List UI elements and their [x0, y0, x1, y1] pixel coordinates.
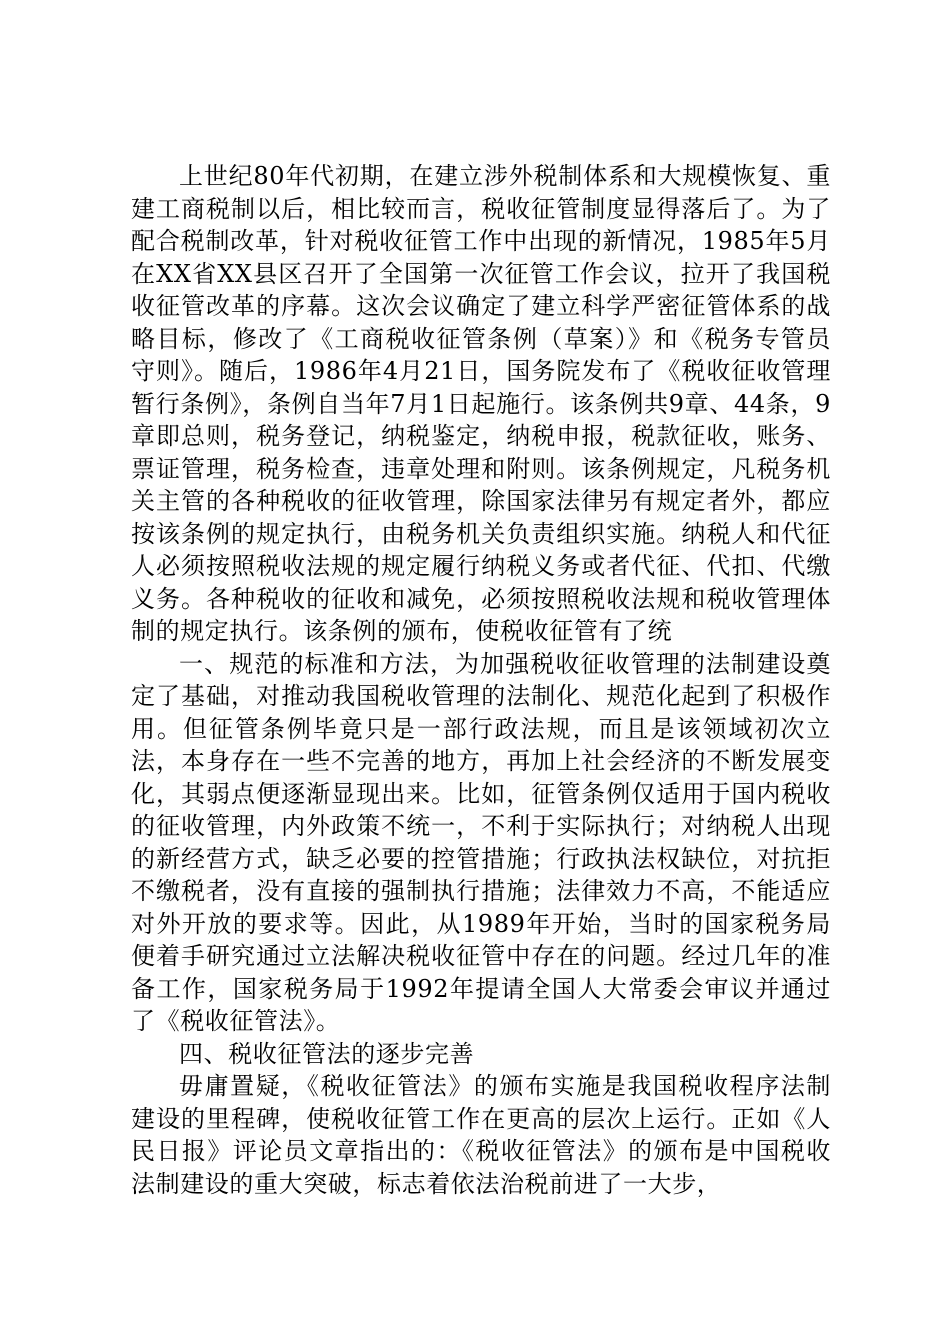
paragraph-2: 一、规范的标准和方法，为加强税收征收管理的法制建设奠定了基础，对推动我国税收管理的法制化、规范化起到了积极作用。但征管条例毕竟只是一部行政法规，而且是该领域初次立法，本身存在一些不完善的地方，再加上社会经济的不断发展变化，其弱点便逐渐显现出来。比如，征管条例仅适用于国内税收的征收管理，内外政策不统一，不利于实际执行；对纳税人出现的新经营方式，缺乏必要的控管措施；行政执法权缺位，对抗拒不缴税者，没有直接的强制执行措施；法律效力不高，不能适应对外开放的要求等。因此，从1989年开始，当时的国家税务局便着手研究通过立法解决税收征管中存在的问题。经过几年的准备工作，国家税务局于1992年提请全国人大常委会审议并通过了《税收征管法》。 — [131, 649, 831, 1035]
section-heading: 四、税收征管法的逐步完善 — [179, 1039, 475, 1068]
paragraph-3: 毋庸置疑，《税收征管法》的颁布实施是我国税收程序法制建设的里程碑，使税收征管工作在更高的层次上运行。正如《人民日报》评论员文章指出的：《税收征管法》的颁布是中国税收法制建设的重大突破，标志着依法治税前进了一大步， — [131, 1072, 831, 1198]
document-body — [131, 160, 831, 1200]
paragraph-1: 上世纪80年代初期，在建立涉外税制体系和大规模恢复、重建工商税制以后，相比较而言，税收征管制度显得落后了。为了配合税制改革，针对税收征管工作中出现的新情况，1985年5月在XX省XX县区召开了全国第一次征管工作会议，拉开了我国税收征管改革的序幕。这次会议确定了建立科学严密征管体系的战略目标，修改了《工商税收征管条例（草案）》和《税务专管员守则》。随后，1986年4月21日，国务院发布了《税收征收管理暂行条例》，条例自当年7月1日起施行。该条例共9章、44条，9章即总则，税务登记，纳税鉴定，纳税申报，税款征收，账务、票证管理，税务检查，违章处理和附则。该条例规定，凡税务机关主管的各种税收的征收管理，除国家法律另有规定者外，都应按该条例的规定执行，由税务机关负责组织实施。纳税人和代征人必须按照税收法规的规定履行纳税义务或者代征、代扣、代缴义务。各种税收的征收和减免，必须按照税收法规和税收管理体制的规定执行。该条例的颁布，使税收征管有了统 — [131, 162, 831, 645]
